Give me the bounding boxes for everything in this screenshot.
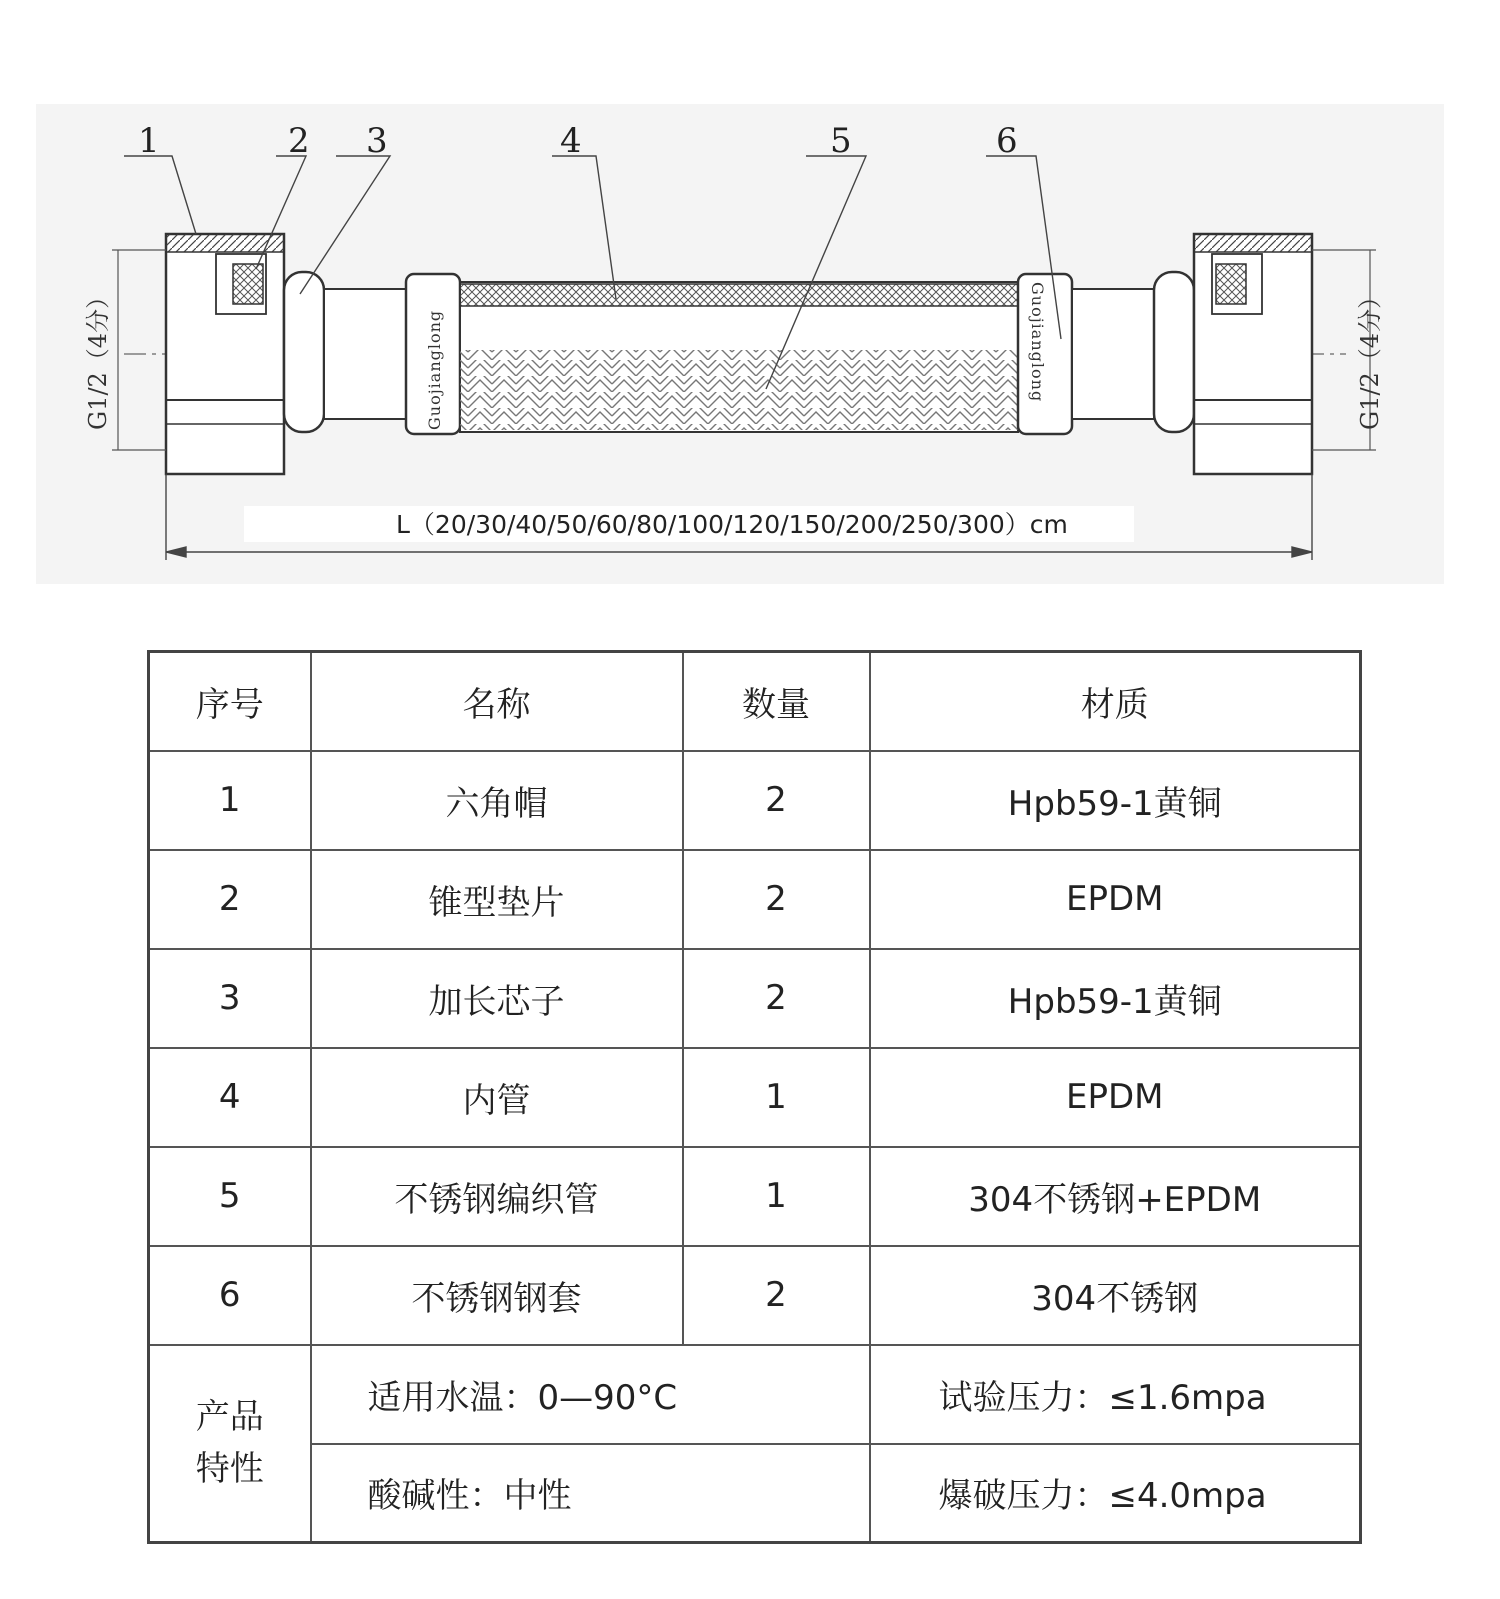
row-material: EPDM bbox=[870, 850, 1361, 949]
acid-base: 酸碱性：中性 bbox=[311, 1444, 870, 1543]
inner-tube-section bbox=[460, 284, 1018, 306]
row-name: 加长芯子 bbox=[311, 949, 683, 1048]
row-material: 304不锈钢+EPDM bbox=[870, 1147, 1361, 1246]
row-material: Hpb59-1黄铜 bbox=[870, 751, 1361, 850]
table-row bbox=[149, 1048, 1361, 1147]
table-row bbox=[149, 850, 1361, 949]
callout-1: 1 bbox=[138, 121, 160, 161]
row-qty: 1 bbox=[683, 1147, 870, 1246]
row-qty: 1 bbox=[683, 1048, 870, 1147]
header-name: 名称 bbox=[311, 652, 683, 751]
row-qty: 2 bbox=[683, 1246, 870, 1345]
right-core bbox=[1072, 272, 1194, 432]
row-name: 锥型垫片 bbox=[311, 850, 683, 949]
right-thread-label: G1/2（4分） bbox=[1356, 284, 1384, 430]
table-header-row bbox=[149, 652, 1361, 751]
row-no: 4 bbox=[149, 1048, 311, 1147]
header-qty: 数量 bbox=[683, 652, 870, 751]
row-name: 六角帽 bbox=[311, 751, 683, 850]
row-material: Hpb59-1黄铜 bbox=[870, 949, 1361, 1048]
left-core bbox=[284, 272, 406, 432]
row-no: 1 bbox=[149, 751, 311, 850]
left-ferrule-brand: Guojianglong bbox=[425, 309, 444, 430]
test-pressure: 试验压力：≤1.6mpa bbox=[870, 1345, 1361, 1444]
row-qty: 2 bbox=[683, 751, 870, 850]
row-no: 6 bbox=[149, 1246, 311, 1345]
table-row bbox=[149, 949, 1361, 1048]
braid-section bbox=[460, 350, 1018, 430]
row-material: 304不锈钢 bbox=[870, 1246, 1361, 1345]
row-name: 内管 bbox=[311, 1048, 683, 1147]
features-row bbox=[149, 1345, 1361, 1444]
row-name: 不锈钢编织管 bbox=[311, 1147, 683, 1246]
header-material: 材质 bbox=[870, 652, 1361, 751]
burst-pressure: 爆破压力：≤4.0mpa bbox=[870, 1444, 1361, 1543]
left-hex-nut bbox=[166, 234, 284, 474]
callout-6: 6 bbox=[996, 121, 1018, 161]
row-no: 3 bbox=[149, 949, 311, 1048]
callout-4: 4 bbox=[560, 121, 582, 161]
water-temp: 适用水温：0—90°C bbox=[311, 1345, 870, 1444]
callout-3: 3 bbox=[366, 121, 388, 161]
row-no: 2 bbox=[149, 850, 311, 949]
left-gasket bbox=[233, 264, 263, 304]
right-ferrule-brand: Guojianglong bbox=[1028, 282, 1047, 403]
right-gasket bbox=[1216, 264, 1246, 304]
header-no: 序号 bbox=[149, 652, 311, 751]
row-material: EPDM bbox=[870, 1048, 1361, 1147]
length-label: L（20/30/40/50/60/80/100/120/150/200/250/300）cm bbox=[396, 510, 1068, 539]
hose-drawing bbox=[36, 104, 1444, 584]
row-qty: 2 bbox=[683, 949, 870, 1048]
left-thread-label: G1/2（4分） bbox=[84, 284, 112, 430]
callout-5: 5 bbox=[830, 121, 852, 161]
right-hex-nut bbox=[1194, 234, 1312, 474]
row-name: 不锈钢钢套 bbox=[311, 1246, 683, 1345]
features-label bbox=[149, 1345, 311, 1543]
table-row bbox=[149, 1246, 1361, 1345]
parts-spec-table bbox=[147, 650, 1362, 1544]
table-row bbox=[149, 1147, 1361, 1246]
row-qty: 2 bbox=[683, 850, 870, 949]
callout-2: 2 bbox=[288, 121, 310, 161]
features-label-text: 产品特性 bbox=[195, 1397, 264, 1490]
braided-hose-body bbox=[460, 282, 1018, 432]
hose-cross-section-diagram bbox=[36, 104, 1444, 584]
row-no: 5 bbox=[149, 1147, 311, 1246]
table-row bbox=[149, 751, 1361, 850]
features-row bbox=[149, 1444, 1361, 1543]
